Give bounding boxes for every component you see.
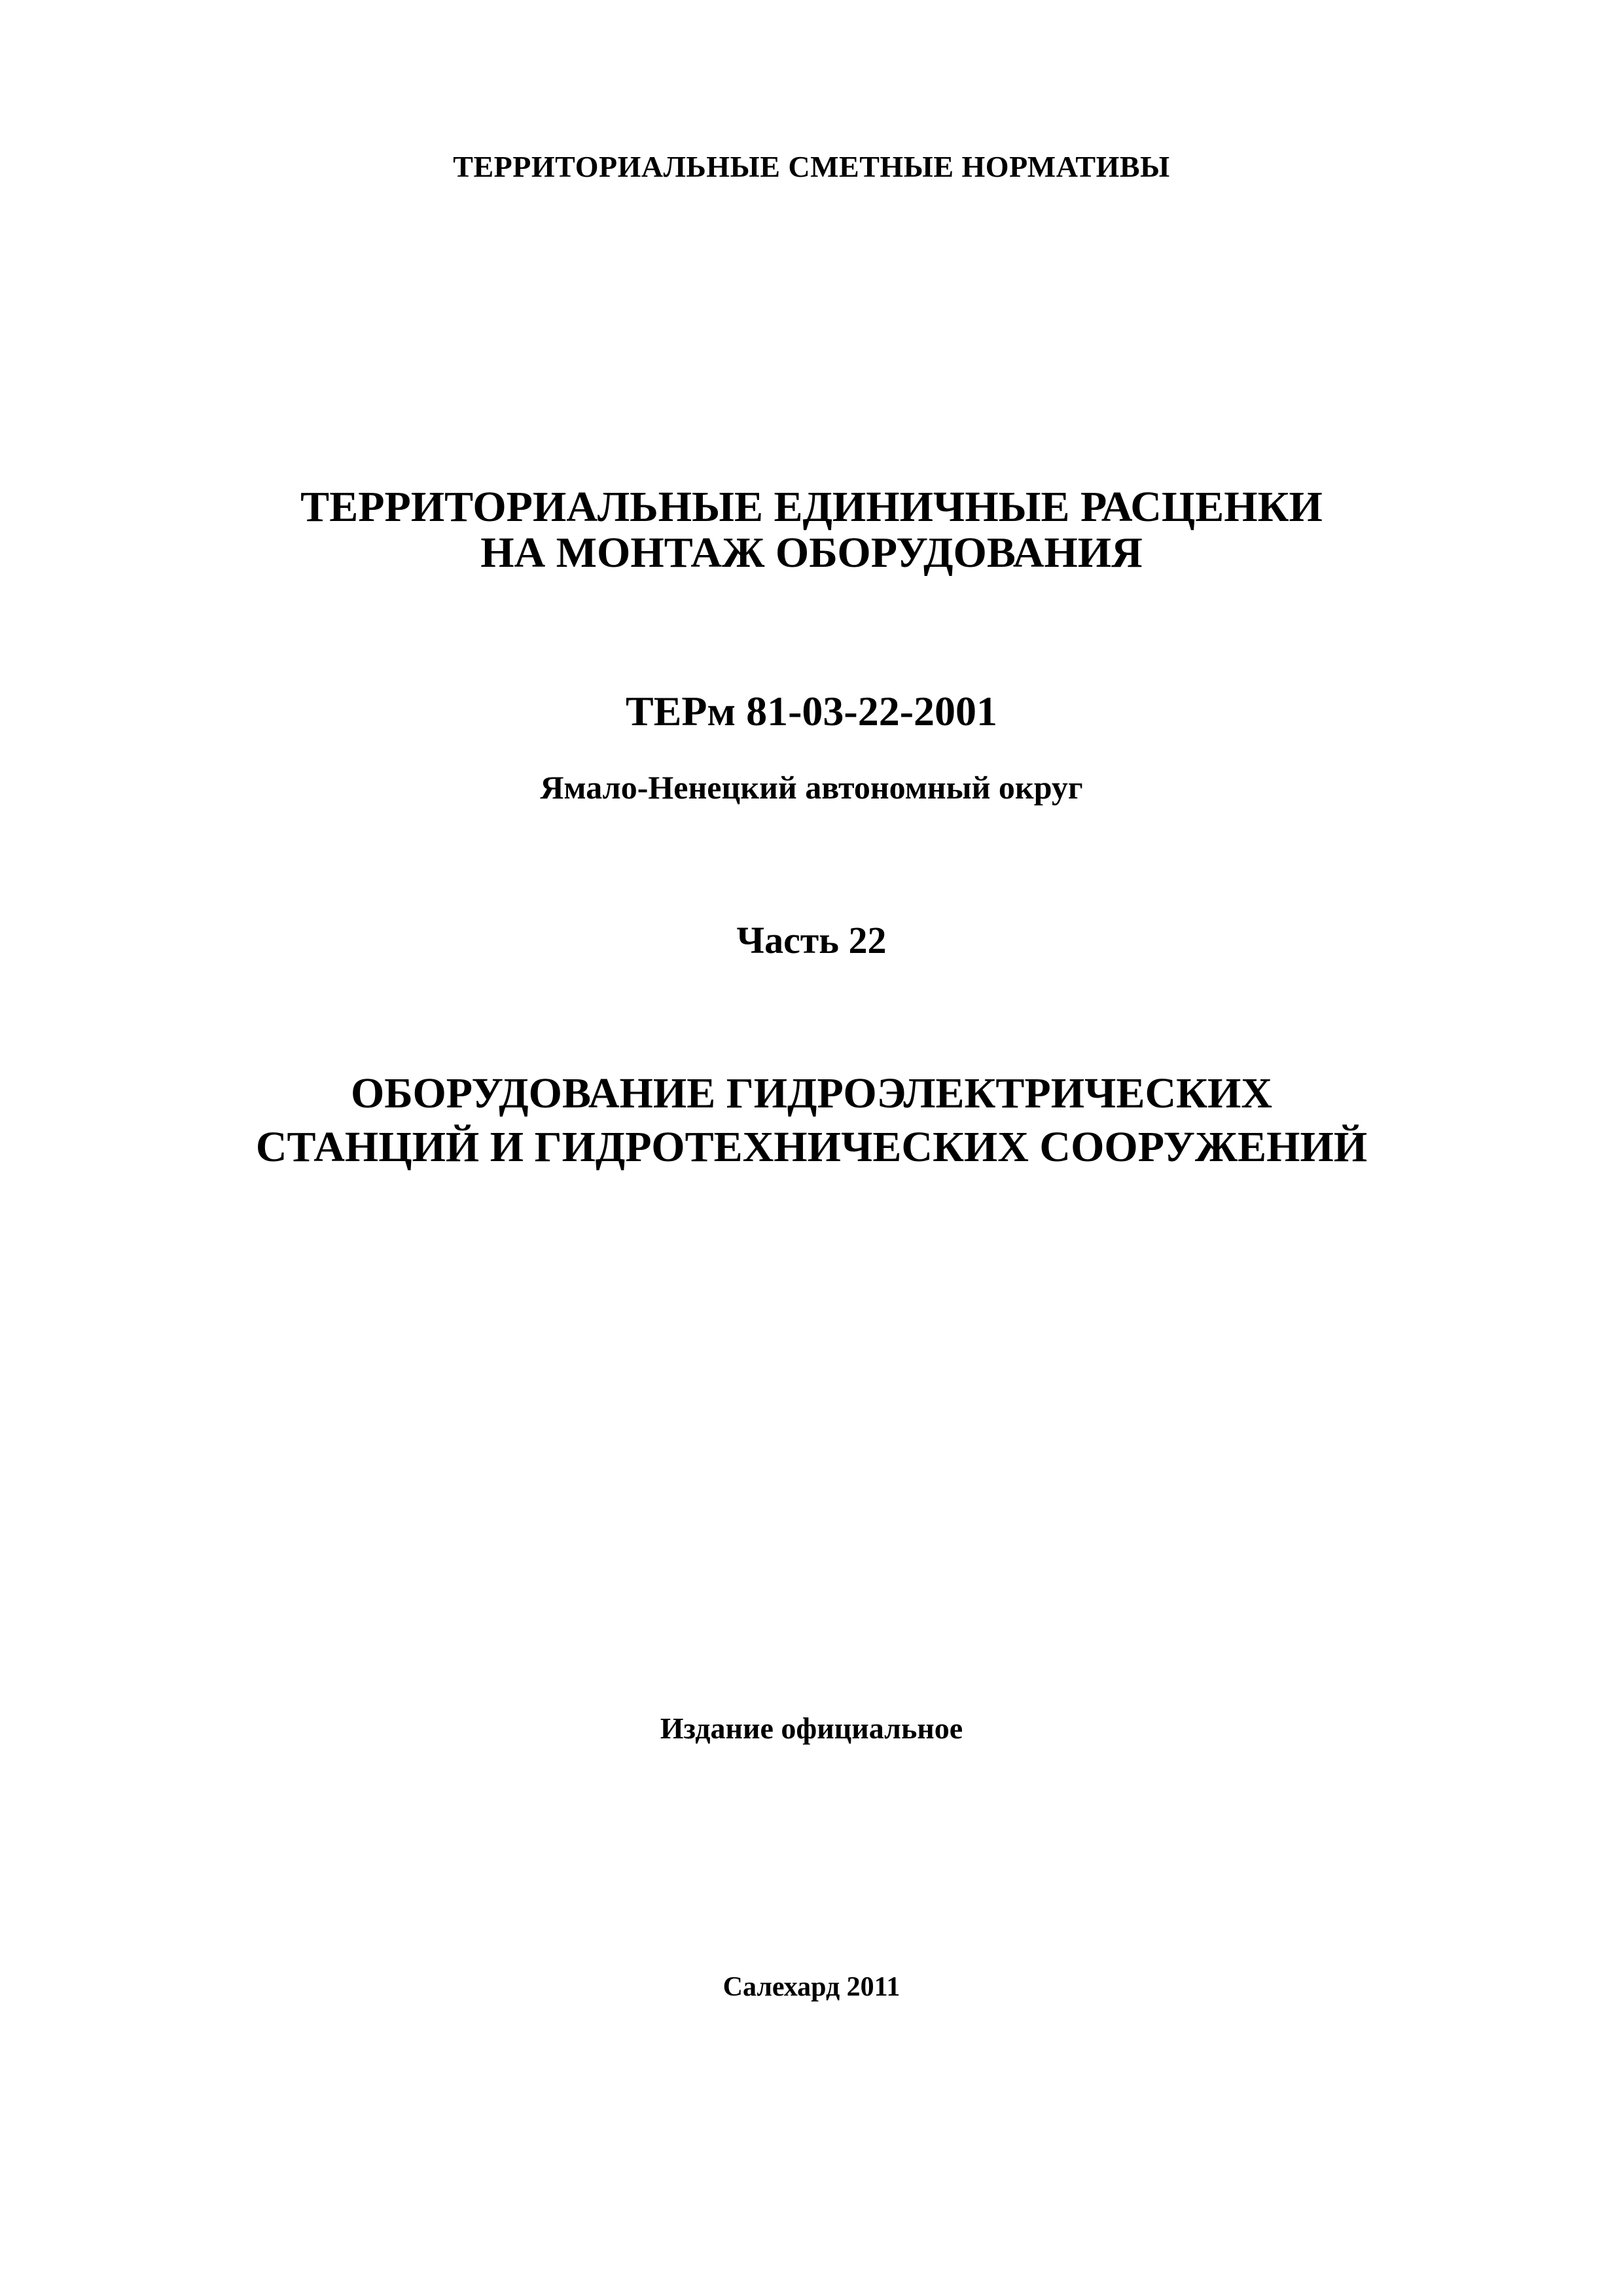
section-title-line-1: ОБОРУДОВАНИЕ ГИДРОЭЛЕКТРИЧЕСКИХ	[350, 1069, 1273, 1117]
edition-note: Издание официальное	[660, 1712, 963, 1745]
region-name: Ямало-Ненецкий автономный округ	[540, 769, 1083, 806]
document-title-line-2: НА МОНТАЖ ОБОРУДОВАНИЯ	[480, 529, 1143, 577]
publication-city-year: Салехард 2011	[722, 1972, 901, 2002]
series-heading: ТЕРРИТОРИАЛЬНЫЕ СМЕТНЫЕ НОРМАТИВЫ	[453, 150, 1170, 183]
document-code: ТЕРм 81-03-22-2001	[626, 688, 997, 734]
part-number: Часть 22	[736, 919, 887, 961]
document-title-line-1: ТЕРРИТОРИАЛЬНЫЕ ЕДИНИЧНЫЕ РАСЦЕНКИ	[300, 483, 1323, 531]
section-title-line-2: СТАНЦИЙ И ГИДРОТЕХНИЧЕСКИХ СООРУЖЕНИЙ	[255, 1123, 1368, 1171]
